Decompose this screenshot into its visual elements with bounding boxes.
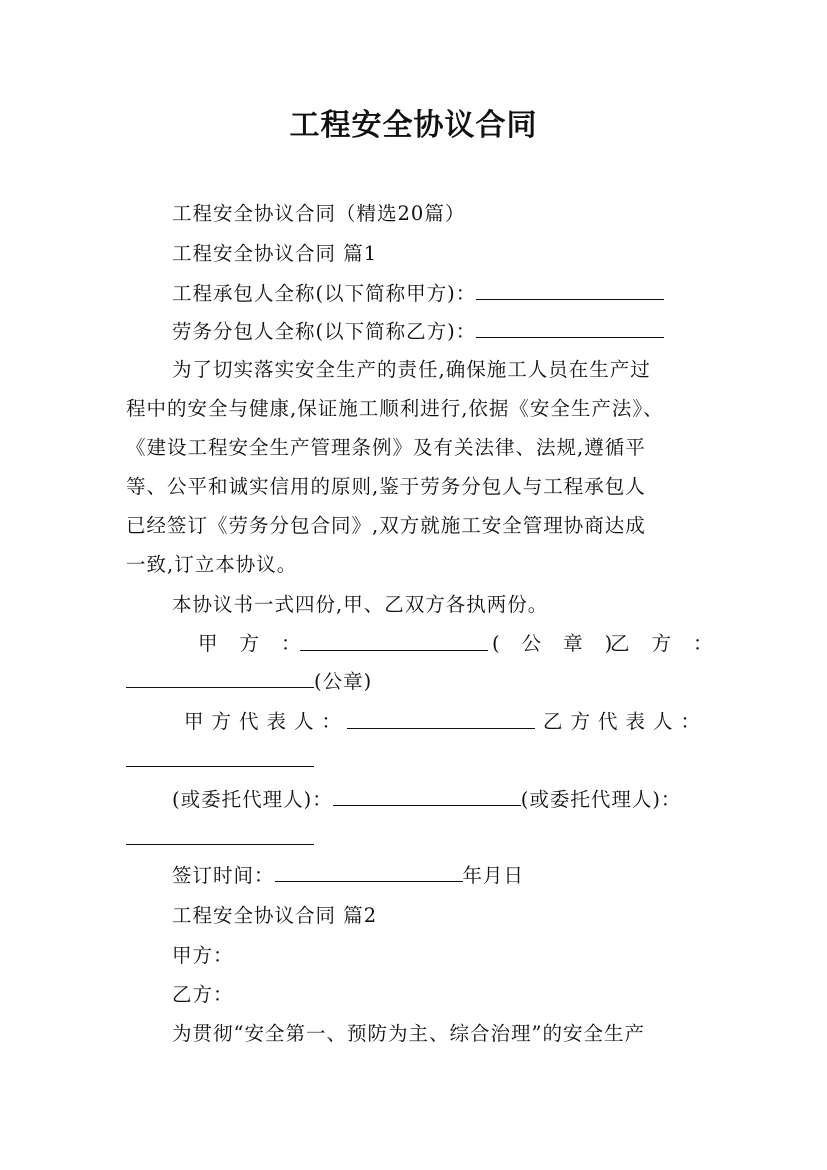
section2-heading: 工程安全协议合同 篇2	[172, 904, 378, 927]
sign-party-b-label: 乙方：	[610, 632, 735, 655]
copies-line: 本协议书一式四份,甲、乙双方各执两份。	[172, 593, 549, 616]
agent-b-blank	[126, 826, 314, 845]
section1-heading: 工程安全协议合同 篇1	[172, 242, 378, 265]
sign-party-b-blank	[126, 669, 314, 688]
document-title: 工程安全协议合同	[289, 108, 538, 143]
para1-line: 为了切实落实安全生产的责任,确保施工人员在生产过	[172, 358, 651, 381]
seal-b: (公章)	[314, 670, 373, 693]
sign-date-suffix: 年月日	[462, 864, 525, 887]
rep-a-blank	[347, 710, 535, 729]
rep-a-label: 甲方代表人：	[184, 710, 350, 733]
party-b-fullname-blank	[476, 319, 664, 338]
rep-b-blank	[126, 748, 314, 767]
section2-para-start: 为贯彻“安全第一、预防为主、综合治理”的安全生产	[172, 1022, 645, 1045]
party-a-fullname-label: 工程承包人全称(以下简称甲方)：	[172, 282, 477, 305]
sign-date-blank	[275, 863, 463, 882]
rep-b-label: 乙方代表人：	[543, 710, 709, 733]
section2-party-b: 乙方：	[172, 983, 234, 1006]
para1-line: 已经签订《劳务分包合同》,双方就施工安全管理协商达成	[126, 514, 646, 537]
seal-a: (公章)	[492, 632, 635, 655]
sign-date-row	[172, 860, 524, 888]
section2-party-a: 甲方：	[172, 944, 234, 967]
party-b-fullname-row	[172, 316, 664, 344]
para1-line: 一致,订立本协议。	[126, 553, 298, 576]
sign-party-b-row	[126, 666, 372, 694]
agent-a-blank	[333, 787, 521, 806]
para1-line: 程中的安全与健康,保证施工顺利进行,依据《安全生产法》、	[126, 397, 664, 420]
party-a-fullname-row	[172, 278, 664, 306]
document-subtitle: 工程安全协议合同（精选20篇）	[172, 202, 466, 225]
agent-row	[172, 784, 681, 812]
sign-party-a-blank	[300, 632, 488, 651]
sign-date-label: 签订时间：	[172, 864, 275, 887]
party-a-fullname-blank	[476, 281, 664, 300]
para1-line: 《建设工程安全生产管理条例》及有关法律、法规,遵循平	[126, 436, 646, 459]
agent-a-label: (或委托代理人)：	[172, 788, 333, 811]
para1-line: 等、公平和诚实信用的原则,鉴于劳务分包人与工程承包人	[126, 475, 646, 498]
sign-party-a-label: 甲方：	[198, 632, 323, 655]
party-b-fullname-label: 劳务分包人全称(以下简称乙方)：	[172, 320, 477, 343]
agent-b-label: (或委托代理人)：	[520, 788, 682, 811]
